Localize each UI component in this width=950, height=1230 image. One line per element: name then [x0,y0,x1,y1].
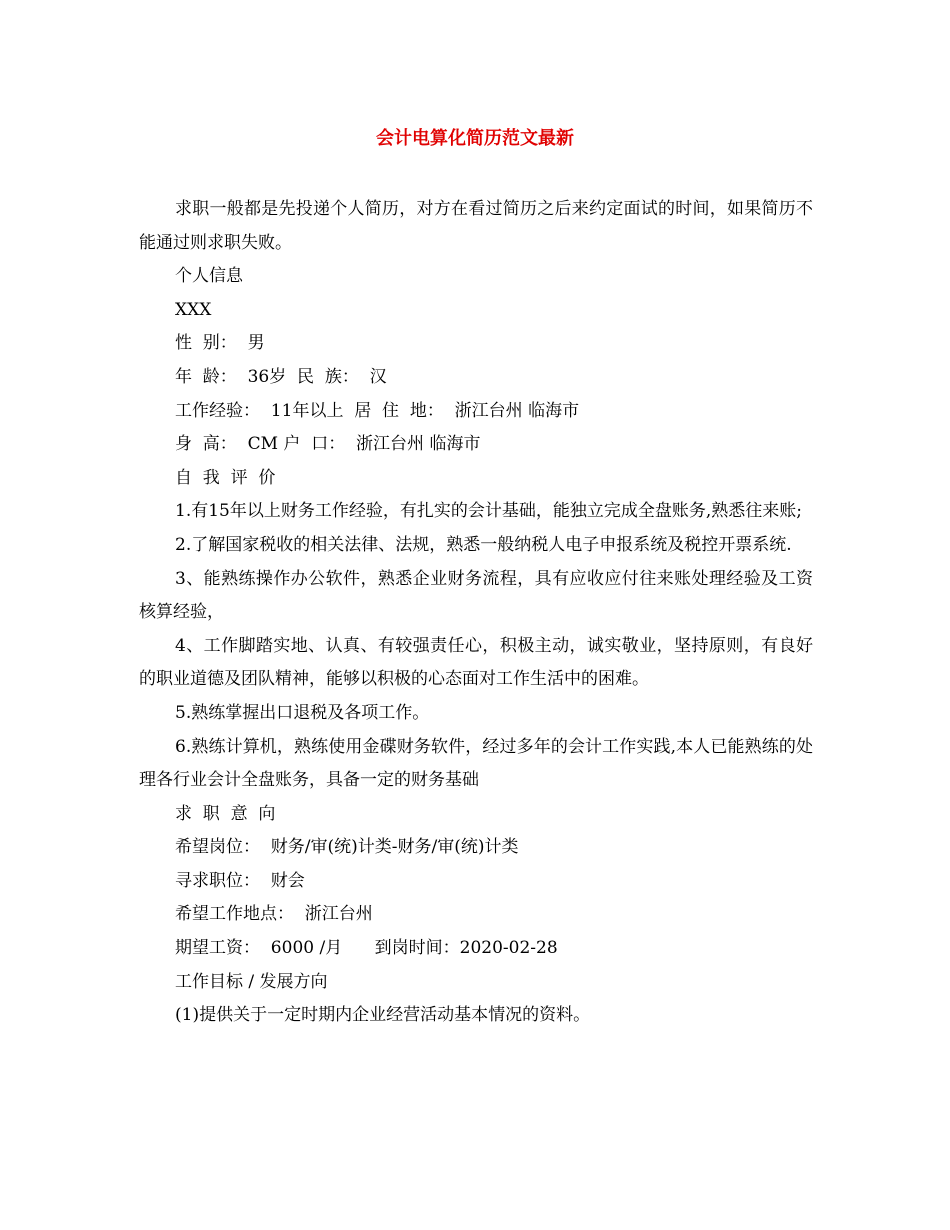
evaluation-item-1: 1.有15年以上财务工作经验，有扎实的会计基础，能独立完成全盘账务,熟悉往来账; [175,501,802,522]
desired-location-line: 希望工作地点： 浙江台州 [175,904,373,925]
evaluation-item-4: 4、工作脚踏实地、认真、有较强责任心，积极主动，诚实敬业，坚持原则，有良好的职业道德及团队精神，能够以积极的心态面对工作生活中的困难。 [139,635,813,690]
name-line: XXX [175,299,212,320]
evaluation-item-5: 5.熟练掌握出口退税及各项工作。 [175,702,430,723]
section-heading-career-goal: 工作目标 / 发展方向 [175,971,328,992]
evaluation-item-2: 2.了解国家税收的相关法律、法规，熟悉一般纳税人电子申报系统及税控开票系统. [175,534,792,555]
gender-line: 性 别： 男 [175,333,265,354]
desired-position-line: 希望岗位： 财务/审(统)计类-财务/审(统)计类 [175,837,519,858]
evaluation-item-3: 3、能熟练操作办公软件，熟悉企业财务流程，具有应收应付往来账处理经验及工资核算经验， [139,568,813,623]
experience-residence-line: 工作经验： 11年以上 居 住 地： 浙江台州 临海市 [175,400,580,421]
intro-paragraph: 求职一般都是先投递个人简历，对方在看过简历之后来约定面试的时间，如果简历不能通过则求职失败。 [139,199,813,253]
height-hukou-line: 身 高： CM 户 口： 浙江台州 临海市 [175,434,481,455]
section-heading-self-evaluation: 自 我 评 价 [175,467,276,488]
document-body [139,193,813,1033]
document-title: 会计电算化简历范文最新 [376,128,574,149]
salary-availability-line: 期望工资： 6000 /月 到岗时间：2020-02-28 [175,938,558,959]
section-heading-personal-info: 个人信息 [175,266,243,287]
evaluation-item-6: 6.熟练计算机，熟练使用金碟财务软件，经过多年的会计工作实践,本人已能熟练的处理各行业会计全盘账务，具备一定的财务基础 [139,736,813,791]
goal-item-1: (1)提供关于一定时期内企业经营活动基本情况的资料。 [175,1005,591,1026]
section-heading-job-intention: 求 职 意 向 [175,803,276,824]
age-ethnicity-line: 年 龄： 36岁 民 族： 汉 [175,366,387,387]
sought-job-line: 寻求职位： 财会 [175,870,305,891]
